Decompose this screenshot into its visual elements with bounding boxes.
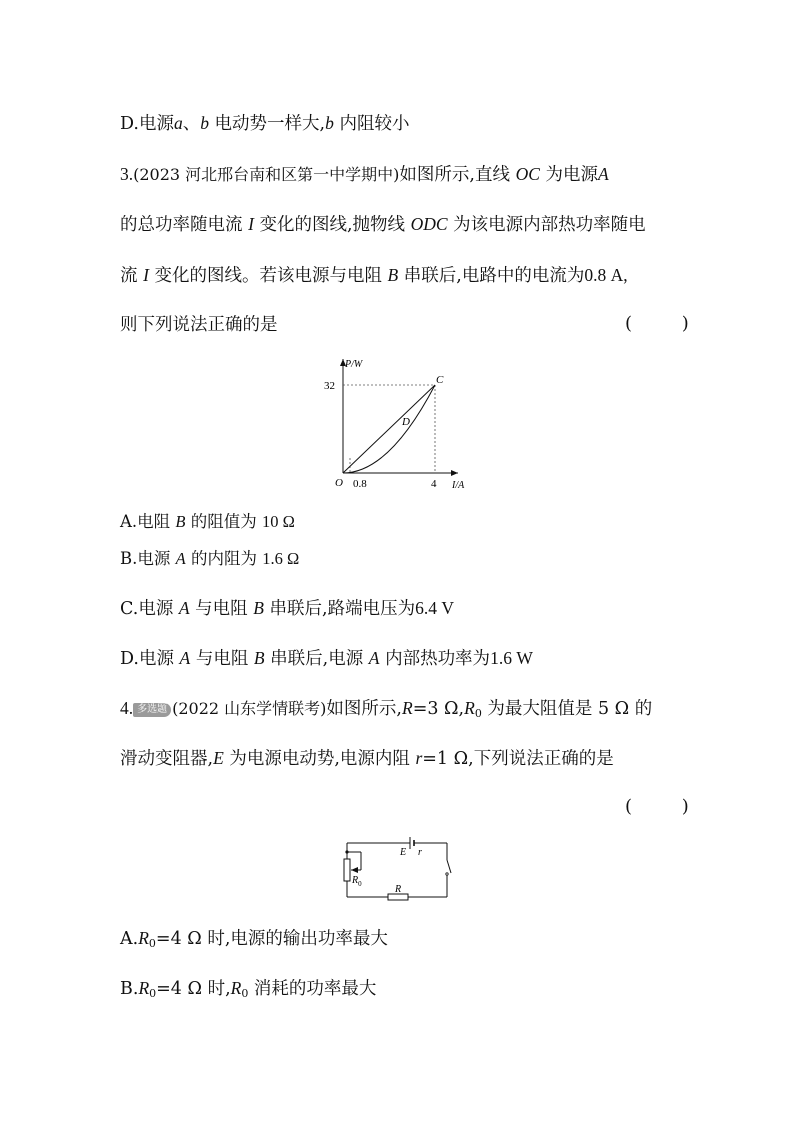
label-r0: $R_0$	[352, 875, 362, 888]
q3-stem-line-3: 流 I 变化的图线。若该电源与电阻 B 串联后,电路中的电流为0.8 A,	[120, 265, 628, 286]
q3-option-c: C.电源 A 与电阻 B 串联后,路端电压为6.4 V	[120, 598, 454, 619]
x-tick-4: 4	[431, 478, 437, 490]
q3-power-current-graph	[318, 355, 478, 495]
y-tick-32: 32	[324, 380, 335, 392]
q4-circuit-diagram	[330, 832, 470, 907]
origin-label: O	[335, 477, 343, 489]
x-tick-08: 0.8	[353, 478, 367, 490]
multi-choice-badge: 多选题	[133, 703, 171, 717]
q3-answer-paren: ( )	[625, 313, 711, 334]
q3-option-b: B.电源 A 的内阻为 1.6 Ω	[120, 549, 300, 568]
q2-option-d: D.电源a、b 电动势一样大,b 内阻较小	[120, 113, 410, 134]
y-axis-label: P/W	[345, 359, 363, 370]
q4-option-b: $B.R_0=4$ Ω 时$,R_0$ 消耗的功率最大	[120, 978, 377, 1000]
point-c-label: C	[436, 374, 444, 386]
rheostat-r0	[344, 859, 350, 881]
label-e: E	[400, 847, 407, 858]
q4-stem-line-2: 滑动变阻器,E 为电源电动势,电源内阻 r=1 Ω,下列说法正确的是	[120, 748, 614, 769]
q4-answer-paren: ( )	[625, 796, 711, 817]
q3-source: (2023 河北邢台南和区第一中学期中)	[133, 165, 400, 184]
label-resistor-r: R	[395, 884, 402, 895]
point-d-label: D	[402, 416, 410, 428]
x-axis-label: I/A	[452, 480, 465, 491]
q4-option-a: $A.R_0=4$ Ω 时,电源的输出功率最大	[120, 928, 388, 950]
q4-stem-line-1: 4. 多选题 (2022 山东学情联考)如图所示,R=3 $\Omega,R_0$ 为最大阻值是 5 Ω 的	[120, 698, 653, 720]
switch-contact	[446, 873, 448, 875]
q3-stem-line-4: 则下列说法正确的是	[120, 315, 278, 335]
q3-option-a: A.电阻 B 的阻值为 10 Ω	[120, 512, 295, 531]
q4-source: (2022 山东学情联考)	[172, 699, 327, 718]
q3-option-d: D.电源 A 与电阻 B 串联后,电源 A 内部热功率为1.6 W	[120, 648, 533, 669]
q3-stem-line-2: 的总功率随电流 I 变化的图线,抛物线 ODC 为该电源内部热功率随电	[120, 214, 646, 235]
line-oc	[343, 385, 435, 473]
q3-stem-line-1: 3.(2023 河北邢台南和区第一中学期中)如图所示,直线 OC 为电源A	[120, 164, 609, 185]
label-r-internal: r	[418, 847, 422, 858]
switch-blade	[447, 860, 451, 873]
